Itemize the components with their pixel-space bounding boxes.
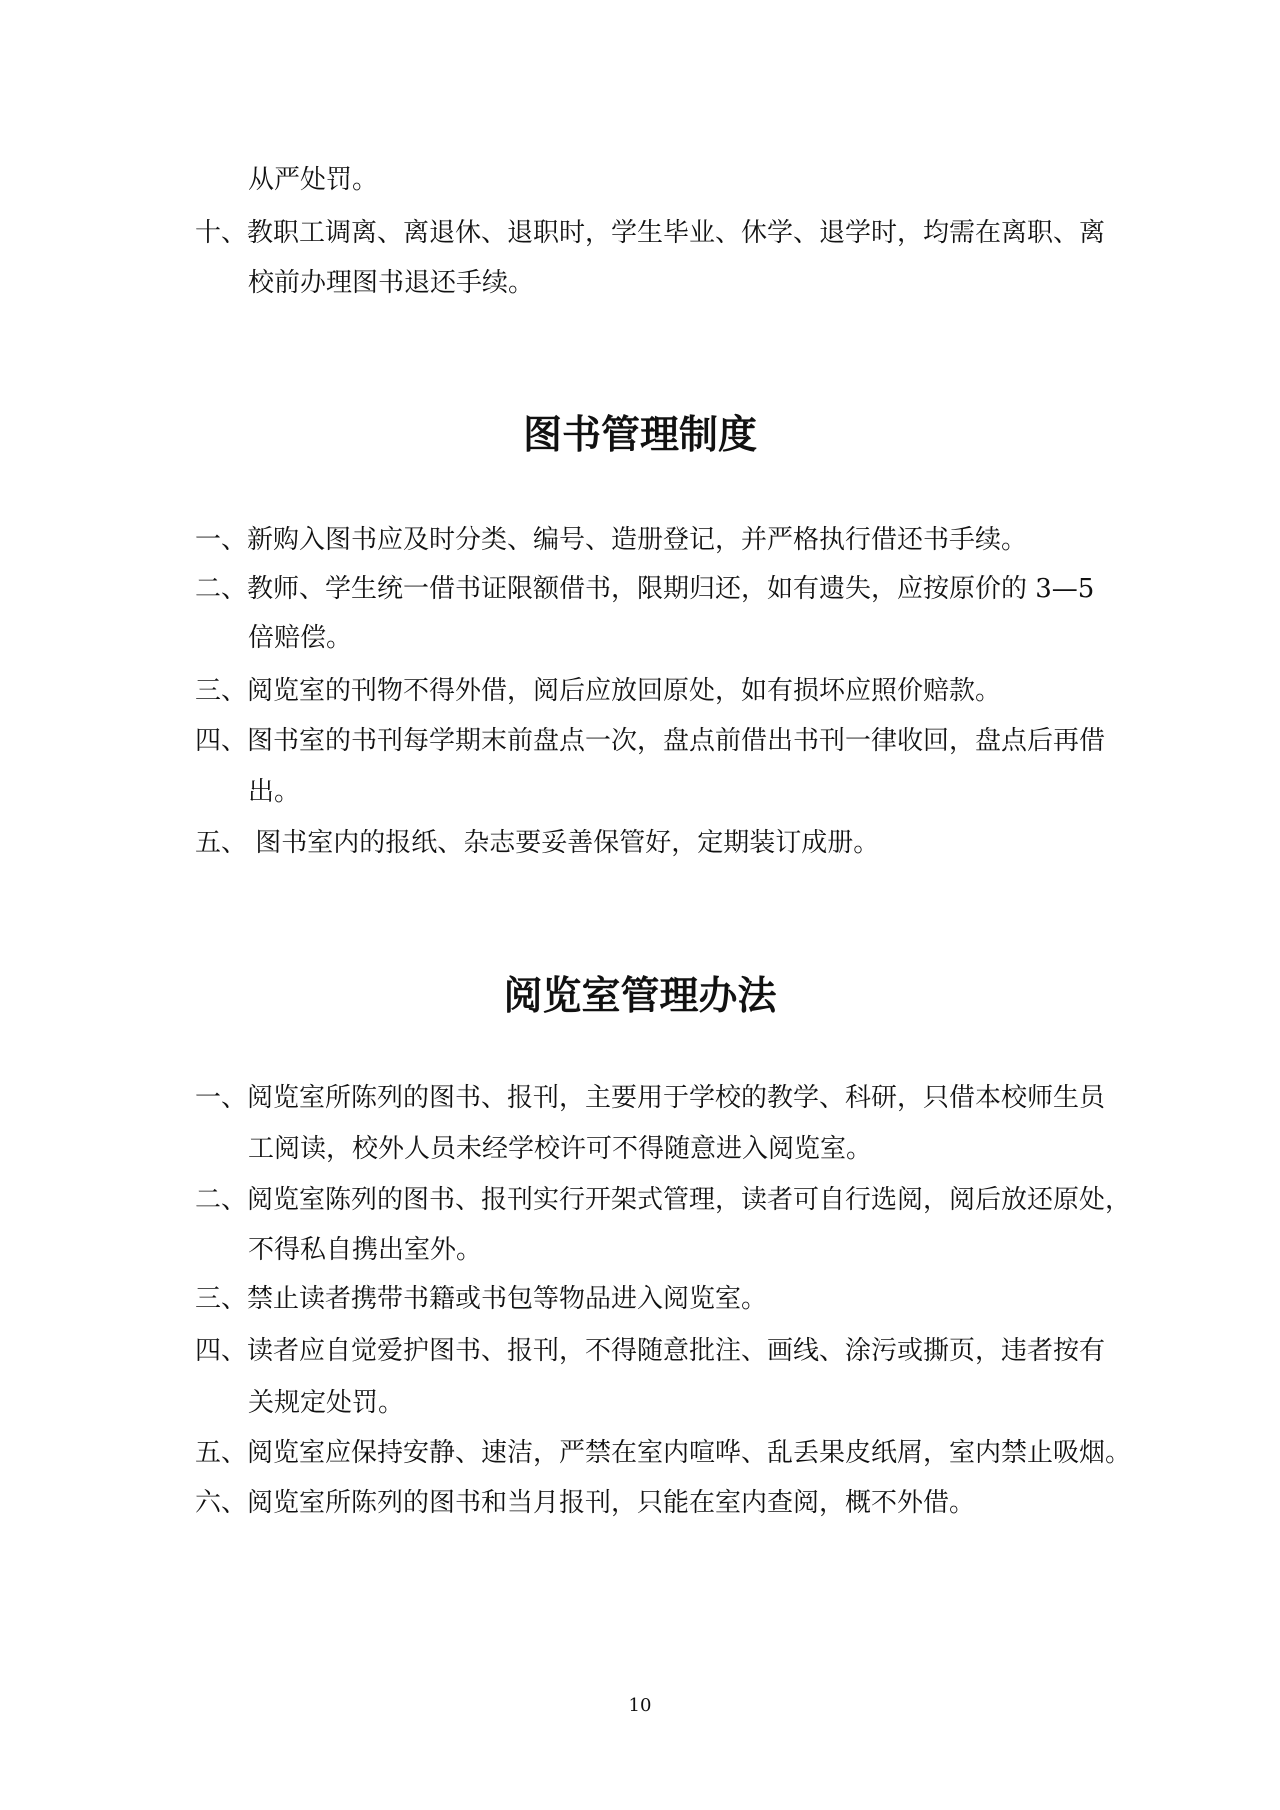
- list-item: 四、读者应自觉爱护图书、报刊，不得随意批注、画线、涂污或撕页，违者按有: [195, 1336, 1106, 1366]
- list-item-cont: 倍赔偿。: [248, 623, 353, 653]
- list-item: 六、阅览室所陈列的图书和当月报刊，只能在室内查阅，概不外借。: [195, 1488, 976, 1518]
- list-item: 二、阅览室陈列的图书、报刊实行开架式管理，读者可自行选阅，阅后放还原处，: [195, 1185, 1132, 1215]
- list-item: 三、禁止读者携带书籍或书包等物品进入阅览室。: [195, 1284, 768, 1314]
- section-title-reading-room: 阅览室管理办法: [503, 974, 777, 1019]
- list-item: 五、阅览室应保持安静、速洁，严禁在室内喧哗、乱丢果皮纸屑，室内禁止吸烟。: [195, 1438, 1132, 1468]
- paragraph-line: 从严处罚。: [248, 165, 379, 195]
- list-item-10-cont: 校前办理图书退还手续。: [248, 268, 535, 298]
- section-title-library-rules: 图书管理制度: [522, 413, 757, 458]
- list-item: 五、 图书室内的报纸、杂志要妥善保管好，定期装订成册。: [195, 828, 880, 858]
- list-item-cont: 不得私自携出室外。: [248, 1235, 483, 1265]
- list-item-cont: 出。: [248, 777, 301, 807]
- list-item-cont: 工阅读，校外人员未经学校许可不得随意进入阅览室。: [248, 1134, 873, 1164]
- list-item-10: 十、教职工调离、离退休、退职时，学生毕业、休学、退学时，均需在离职、离: [195, 218, 1106, 248]
- list-item-cont: 关规定处罚。: [248, 1388, 405, 1418]
- list-item: 四、图书室的书刊每学期末前盘点一次，盘点前借出书刊一律收回，盘点后再借: [195, 726, 1106, 756]
- list-item: 一、阅览室所陈列的图书、报刊，主要用于学校的教学、科研，只借本校师生员: [195, 1083, 1106, 1113]
- list-item: 三、阅览室的刊物不得外借，阅后应放回原处，如有损坏应照价赔款。: [195, 676, 1002, 706]
- list-item: 二、教师、学生统一借书证限额借书，限期归还，如有遗失，应按原价的 3—5: [195, 574, 1095, 604]
- list-item: 一、新购入图书应及时分类、编号、造册登记，并严格执行借还书手续。: [195, 525, 1028, 555]
- page-number: 10: [628, 1695, 652, 1716]
